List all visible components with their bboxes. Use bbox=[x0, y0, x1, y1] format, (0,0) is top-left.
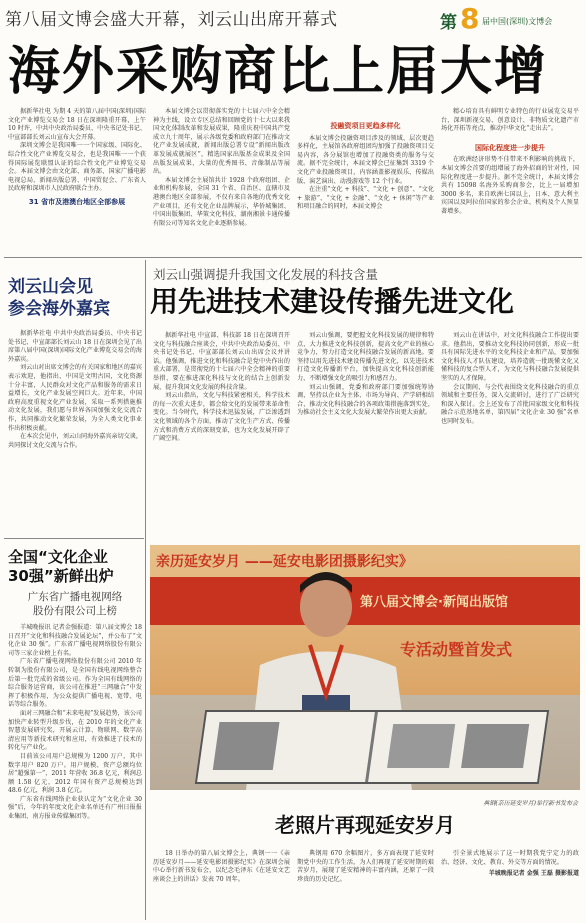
photo-col-3 bbox=[441, 850, 579, 879]
lead-paragraph: 深圳文博会是我国唯一一个国家级、国际化、综合性文化产业博览交易会，也是我国唯一一个获得国际展览联盟认证的综合性文化产业博览交易会。本届文博会由文化部、商务部、国家广播电影电视总局、新闻出版总署、中国贸促会、广东省人民政府和深圳市人民政府联合主办。 bbox=[8, 142, 146, 193]
tech-paragraph: 刘云山在讲话中，对文化科技融合工作提出要求。他指出，要推动文化科技协同创新，形成一批具有国际先进水平的文化科技企业和产品，要加强文化科技人才队伍建设，培养造就一批既懂文化又懂科技的复合型人才，为文化与科技融合发展提供坚实的人才保障。 bbox=[441, 332, 579, 382]
title-line: 刘云山会见 bbox=[8, 277, 93, 297]
photo-banner-text3: 专活动暨首发式 bbox=[400, 640, 513, 659]
lead-paragraph: 据新华社电 为期 4 天的第八届中国(深圳)国际文化产业博览交易会 18 日在深圳隆重开幕，上午 10 时许，中共中央政治局委员、中央书记处书记、中宣部部长刘云山宣布大会开幕。 bbox=[8, 108, 146, 141]
lead-col-1 bbox=[8, 108, 146, 207]
tech-paragraph: 据新华社电 中宣部、科技部 18 日在深圳召开文化与科技融合座谈会，中共中央政治局委员、中央书记处书记、中宣部部长刘云山出席会议并讲话。他强调，推进文化和科技融合是党中央作出的重大部署，是贯彻党的十七届六中全会精神的重要举措，要在推进深化科技与文化的结合上创新发展，提升我国文化发展的科技含量。 bbox=[153, 332, 290, 391]
photo-book bbox=[195, 710, 549, 784]
book-page-image bbox=[461, 724, 529, 768]
sidebar-top-title bbox=[8, 276, 142, 320]
logo-number: 8 bbox=[460, 2, 480, 35]
section-divider bbox=[4, 257, 582, 258]
sidebar-paragraph: 刘云山对出席文博会的有关国家和地区的嘉宾表示欢迎，他指出，中国是文明古国，文化资源十分丰富，人民群众对文化产品和服务的需求日益增长，文化产业发展空间巨大。近年来，中国政府高度重视文化产业发展，采取一系列措施推动文化发展，我们愿与世界各国加强文化交流合作，共同推动文化繁荣发展，为全人类文化事业作出积极贡献。 bbox=[8, 364, 142, 432]
tech-kicker: 刘云山强调提升我国文化发展的科技含量 bbox=[153, 267, 379, 282]
lead-paragraph: 本届文博会以贯彻落实党的十七届六中全会精神为主线，设立专区总结和回顾党的十七大以来我国文化体制改革和发展成果，隆重庆祝中国共产党成立九十周年，展示各级党委和政府部门在推动文化产业发展成就，新闻出版总署专设“新闻出版改革发展成就展区”，精选国家出版基金成果及全国出版发展成果，大量的优秀图书、音像制品等展出。 bbox=[153, 108, 290, 176]
title-line: 30强”新鲜出炉 bbox=[8, 567, 114, 585]
tech-headline: 用先进技术建设传播先进文化 bbox=[150, 285, 515, 318]
lead-paragraph: 本届文博会主展馆共计 1928 个政府组团、企业和机构参展，全国 31 个省、自治区、直辖市及港澳台地区全部参展，不仅有来自各地的优秀文化产业项目，还有文化企业品牌展示，华侨城集团、中国出版集团、华策文化科技、湖南湘景卡通传播有限公司等知名文化企业逐渐参展。 bbox=[153, 176, 290, 227]
photo-caption: 典钢(亲历延安岁月)举行新书发布会 bbox=[483, 800, 578, 807]
sidebar-paragraph: 广东省广播电视网络股份有限公司 2010 年转制为股份有限公司，是全国有线电视网络整合后第一批完成的省级公司。作为全国有线网络的综合服务运营商，该公司在推进“三网融合”中发挥了积极作用，为公众提供广播电视、宽带、电话等综合服务。 bbox=[8, 658, 142, 709]
lead-subhead-1: 31 省市及港澳台地区全部参展 bbox=[28, 197, 126, 206]
lead-paragraph: 在注重“文化 + 科技”、“文化 + 创意”、“文化 + 旅游”、“文化 + 金融”、“文化 + 休闲”等产业和项目融合的同时，本届文博会 bbox=[297, 186, 434, 211]
sidebar-divider bbox=[145, 260, 146, 920]
sidebar-paragraph: 据新华社电 中共中央政治局委员、中央书记处书记、中宣部部长刘云山 18 日在深圳会见了出席第八届中国(深圳)国际文化产业博览交易会的海外嘉宾。 bbox=[8, 330, 142, 363]
logo-suffix: 届中国(深圳)文博会 bbox=[482, 17, 553, 26]
photo-col-1 bbox=[153, 850, 290, 884]
tech-paragraph: 刘云山指出，文化与科技紧密相关，科学技术的每一次重大进步，都会给文化的发展带来革命性变化。当今时代，科学技术迅猛发展，广泛渗透到文化领域的各个方面，推动了文化生产方式、传播方式和消费方式的深刻变革，也为文化发展开辟了广阔空间。 bbox=[153, 392, 290, 443]
lead-paragraph: 本届文博会投融资项目涉及的领域、层次更趋多样化，主展馆各政府组团均加强了投融资项目交易内容，各分展馆也增加了投融资类的服务与交流。据不完全统计，本届文博会已征集到 3319 个文化产业投融资项目，内容涵盖影视娱乐、传媒出版、演艺演出、动漫游戏等 12 个行业。 bbox=[297, 134, 434, 185]
photo-credit: 羊城晚报记者 金强 王磊 摄影报道 bbox=[488, 870, 579, 878]
top-title: 第八届文博会盛大开幕，刘云山出席开幕式 bbox=[5, 10, 338, 30]
sidebar-paragraph: 广东省有线网络企业获认定为“文化企业 30 强”后，今年的年度文化企业名单还有广州日报报业集团、南方报业传媒集团等。 bbox=[8, 795, 142, 821]
expo-logo bbox=[440, 2, 580, 40]
title-line: 参会海外嘉宾 bbox=[8, 299, 110, 319]
photo-paragraph: 18 日举办的第八届文博会上，典钢一一《亲历延安岁月——延安电影团摄影纪实》在深圳会展中心举行新书发布会，以纪念毛泽东《在延安文艺座谈会上的讲话》发表 70 周年。 bbox=[153, 850, 290, 883]
sidebar-paragraph: 羊城晚报讯 记者金强报道：第八届文博会 18 日召开“文化和科技融合发展论坛”，并公布了“文化企业 30 强”。广东省广播电视网络股份有限公司等三家企业榜上有名。 bbox=[8, 624, 142, 657]
sidebar-bottom-subtitle bbox=[8, 590, 142, 618]
subtitle-line: 股份有限公司上榜 bbox=[33, 605, 117, 617]
photo-paragraph: 典钢用 670 余幅图片，多方面表现了延安时期党中央的工作生活，为人们再现了延安时期的艰苦岁月，展现了延安精神的丰富内涵，还原了一段珍贵的历史记忆。 bbox=[297, 850, 434, 883]
sidebar-bottom-text bbox=[8, 624, 142, 822]
lead-col-2 bbox=[153, 108, 290, 228]
news-photo bbox=[150, 545, 580, 790]
lead-paragraph: 精心培育具有鲜明专业特色的行业展览交易平台，深圳新视交易、创意设计、非物质文化遗产市场化开拓等亮点，推动中华文化“走出去”。 bbox=[441, 108, 579, 133]
sidebar-paragraph: 在本次会见中，刘云山同海外嘉宾亲切交谈，共同探讨文化交流与合作。 bbox=[8, 433, 142, 449]
sidebar-bottom-title bbox=[8, 548, 142, 586]
sidebar-paragraph: 面对三网融合和“未来电视”发展趋势，该公司加快产业转型升级步伐，在 2010 年的文化产业智慧发展研究奖，开展云计算、物联网、数字高清应用等新技术研究和应用，有效推进了技术的转化与产业化。 bbox=[8, 709, 143, 752]
book-spine bbox=[365, 712, 378, 782]
book-page-image bbox=[387, 724, 455, 768]
lead-subhead-3: 国际化程度进一步提升 bbox=[475, 143, 545, 152]
photo-col-2 bbox=[297, 850, 434, 884]
lead-paragraph: 在欧洲经济形势不佳带来不利影响的挑战下，本届文博会首要的组增展了海外招商的针对性，国际化程度进一步提升。据不完全统计，本届文博会共有 15098 名海外采购商参会，比上一届增加 3000 多名，来自欧洲七国以上，日本、意大利主宾国以及阿拉伯国家的参会企业、机构及个人预显著增多。 bbox=[441, 156, 579, 215]
lead-col-4 bbox=[441, 108, 579, 217]
sidebar-top-text bbox=[8, 330, 142, 450]
photo-story-title: 老照片再现延安岁月 bbox=[275, 813, 455, 837]
lead-subhead-2: 投融资项目更趋多样化 bbox=[330, 122, 401, 130]
tech-col-2 bbox=[297, 332, 434, 418]
sidebar-divider-h bbox=[4, 538, 144, 539]
logo-prefix: 第 bbox=[440, 13, 457, 33]
tech-col-3 bbox=[441, 332, 579, 427]
sidebar-paragraph: 目前该公司用户总规模为 1200 万户，其中数字用户 820 万户。用户规模、资产总额均位居“超强第一”，2011 年营收 36.8 亿元，利润总额 1.58 亿元，2012 年国有资产总规模达到 48.6 亿元，利润 3.8 亿元。 bbox=[8, 752, 142, 795]
photo-paragraph: 引全景式地展示了这一时期我党宁定力的政治、经济、文化、教育、外交等方面的情况。 bbox=[441, 850, 579, 866]
tech-paragraph: 刘云山强调，党委和政府部门要加强统筹协调，坚持以企业为主体、市场为导向、产学研相结合，推动文化科技融合的各项政策措施落到实处，为推动社会主义文化大发展大繁荣作出更大贡献。 bbox=[297, 383, 434, 417]
photo-banner-text: 亲历延安岁月 ——延安电影团摄影纪实》 bbox=[156, 554, 413, 570]
main-headline: 海外采购商比上届大增 bbox=[8, 42, 549, 102]
tech-col-1 bbox=[153, 332, 290, 444]
tech-paragraph: 刘云山强调，要把握文化科技发展的规律和特点，大力推进文化科技创新，提高文化产业的核心竞争力，努力打造文化科技融合发展的新高地。要坚持以用先进技术建设传播先进文化，以先进技术打造文化传播新平台，加快提高文化科技创新能力，不断增强文化的吸引力和感召力。 bbox=[297, 332, 434, 382]
subtitle-line: 广东省广播电视网络 bbox=[27, 591, 123, 603]
lead-col-3 bbox=[297, 108, 434, 212]
book-page-image bbox=[213, 722, 280, 770]
tech-paragraph: 会议期间，与会代表围绕文化科技融合的重点领域和主要任务，深入交流研讨，进行了广泛研究和深入探讨。会上还发布了首批国家级文化和科技融合示范基地名单，第四届“文化企业 30 强”名单也同时发布。 bbox=[441, 383, 579, 425]
title-line: 全国“文化企业 bbox=[8, 548, 108, 566]
photo-banner-text2: 第八届文博会·新闻出版馆 bbox=[360, 595, 508, 610]
